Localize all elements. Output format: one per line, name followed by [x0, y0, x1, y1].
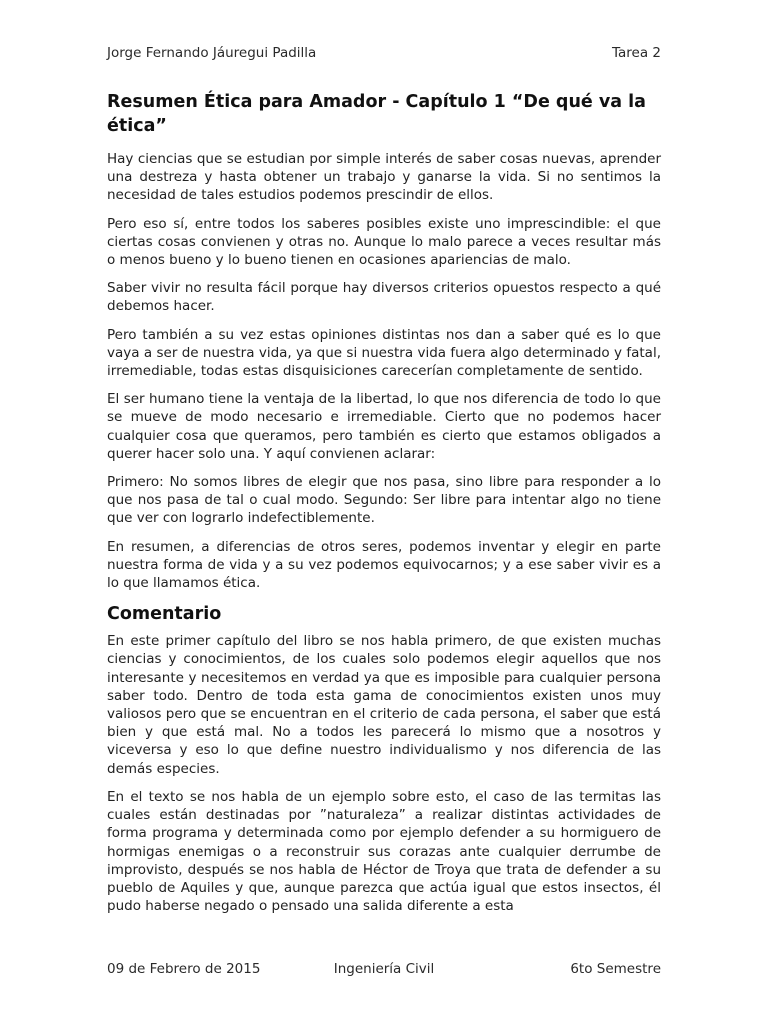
page-footer	[107, 961, 661, 977]
summary-paragraph: Saber vivir no resulta fácil porque hay diversos criterios opuestos respecto a qué debemos hacer.	[107, 280, 661, 315]
footer-program: Ingeniería Civil	[333, 961, 435, 977]
summary-paragraph: Pero eso sí, entre todos los saberes posibles existe uno imprescindible: el que ciertas cosas convienen y otras no. Aunque lo malo parece a veces resultar más o menos bueno y lo bueno tienen en ocasiones apariencias de malo.	[107, 215, 661, 269]
page-content	[107, 90, 661, 925]
commentary-paragraph: En este primer capítulo del libro se nos habla primero, de que existen muchas ciencias y conocimientos, de los cuales solo podemos elegir aquellos que nos interesante y necesitemos en verdad ya que es imposible para cualquier persona saber todo. Dentro de toda esta gama de conocimientos existen unos muy valiosos pero que se encuentran en el criterio de cada persona, el saber que está bien y que está mal. No a todos les parecerá lo mismo que a nosotros y viceversa y eso lo que define nuestro individualismo y nos diferencia de las demás especies.	[107, 633, 661, 777]
footer-semester: 6to Semestre	[570, 961, 661, 977]
summary-paragraph: Primero: No somos libres de elegir que nos pasa, sino libre para responder a lo que nos pasa de tal o cual modo. Segundo: Ser libre para intentar algo no tiene que ver con lograrlo indefectiblemente.	[107, 474, 661, 527]
summary-title: Resumen Ética para Amador - Capítulo 1 “De qué va la ética”	[107, 92, 646, 136]
summary-paragraph: Hay ciencias que se estudian por simple interés de saber cosas nuevas, aprender una destreza y hasta obtener un trabajo y ganarse la vida. Si no sentimos la necesidad de tales estudios podemos prescindir de ellos.	[107, 151, 661, 204]
page-header	[107, 45, 661, 61]
commentary-title: Comentario	[107, 604, 222, 625]
header-author: Jorge Fernando Jáuregui Padilla	[107, 45, 317, 61]
summary-paragraph: El ser humano tiene la ventaja de la libertad, lo que nos diferencia de todo lo que se mueve de modo necesario e irremediable. Cierto que no podemos hacer cualquier cosa que queramos, pero también es cierto que estamos obligados a querer hacer solo una. Y aquí convienen aclarar:	[107, 391, 661, 462]
footer-date: 09 de Febrero de 2015	[107, 961, 261, 977]
summary-paragraph: En resumen, a diferencias de otros seres, podemos inventar y elegir en parte nuestra forma de vida y a su vez podemos equivocarnos; y a ese saber vivir es a lo que llamamos ética.	[107, 538, 661, 592]
header-assignment: Tarea 2	[612, 45, 661, 61]
commentary-paragraph: En el texto se nos habla de un ejemplo sobre esto, el caso de las termitas las cuales están destinadas por ”naturaleza” a realizar distintas actividades de forma programa y determinada como por ejemplo defender a su hormiguero de hormigas enemigas o a reconstruir sus corazas ante cualquier derrumbe de improvisto, después se nos habla de Héctor de Troya que trata de defender a su pueblo de Aquiles y que, aunque parezca que actúa igual que estos insectos, él pudo haberse negado o pensado una salida diferente a esta	[107, 788, 661, 915]
summary-paragraph: Pero también a su vez estas opiniones distintas nos dan a saber qué es lo que vaya a ser de nuestra vida, ya que si nuestra vida fuera algo determinado y fatal, irremediable, todas estas disquisiciones carecerían completamente de sentido.	[107, 326, 661, 380]
